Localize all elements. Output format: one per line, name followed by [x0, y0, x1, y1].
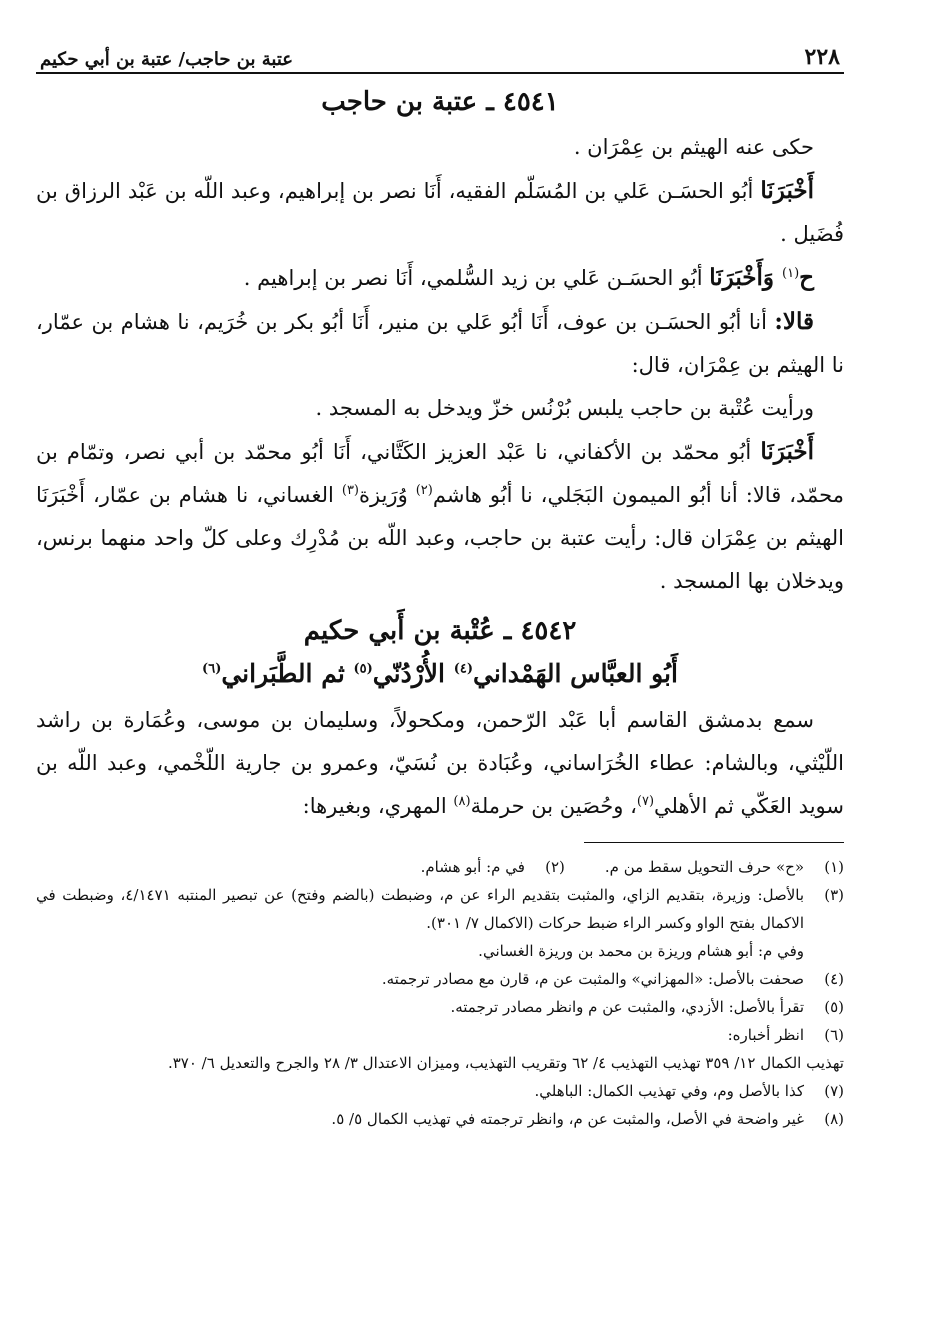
keyword: قالا: — [774, 308, 814, 336]
text: وُرَيزة — [359, 483, 416, 508]
footnote — [36, 937, 844, 965]
keyword: أَخْبَرَنَا — [760, 438, 814, 466]
page-number: ٢٢٨ — [804, 44, 840, 70]
footnote-number: (٣) — [824, 885, 844, 904]
footnote-ref: (٢) — [415, 483, 433, 499]
footnote — [36, 993, 844, 1021]
text: الأُرْدُنّي — [372, 658, 454, 688]
footnote-text: وفي م: أبو هشام وريزة بن محمد بن وريزة الغساني. — [478, 941, 804, 960]
footnote — [36, 881, 844, 937]
footnote-ref: (٨) — [453, 793, 471, 809]
footnote-separator — [584, 842, 844, 843]
footnote-text: كذا بالأصل وم، وفي تهذيب الكمال: الباهلي. — [534, 1081, 804, 1100]
footnote-text: «ح» حرف التحويل سقط من م. — [604, 857, 804, 876]
footnote-ref: (٦) — [202, 661, 222, 677]
text: ورأيت عُتْبة بن حاجب يلبس بُرْنُس خزّ ويدخل به المسجد . — [315, 396, 814, 421]
paragraph — [36, 699, 844, 828]
footnote-text: تهذيب الكمال ١٢/ ٣٥٩ تهذيب التهذيب ٤/ ٦٢ وتقريب التهذيب، وميزان الاعتدال ٣/ ٢٨ والجرح والتعديل ٦/ ٣٧٠. — [167, 1053, 844, 1072]
footnote — [36, 1021, 844, 1049]
footnote-number: (٤) — [824, 969, 844, 988]
footnote-number: (٧) — [824, 1081, 844, 1100]
text: أنا أبُو الحسَـن بن عوف، أَنَا أبُو عَلي بن منير، أَنَا أبُو بكر بن خُرَيم، نا هشام بن عمّار، نا الهيثم بن عِمْرَان، قال: — [36, 310, 844, 378]
entry-title: ٤٥٤١ ـ عتبة بن حاجب — [321, 87, 559, 117]
footnote-ref: (١) — [782, 266, 800, 282]
footnote-text: انظر أخباره: — [727, 1025, 804, 1044]
header-rule — [36, 72, 844, 74]
footnote-number: (٢) — [545, 857, 565, 876]
footnote-text: صحفت بالأصل: «المهزاني» والمثبت عن م، قارن مع مصادر ترجمته. — [381, 969, 804, 988]
footnote-ref: (٥) — [353, 661, 373, 677]
running-title: عتبة بن حاجب/ عتبة بن أبي حكيم — [40, 49, 294, 70]
footnote — [36, 1049, 844, 1077]
tahwil-mark: ح — [799, 264, 814, 292]
footnote-text: غير واضحة في الأصل، والمثبت عن م، وانظر ترجمته في تهذيب الكمال ٥/ ٥. — [331, 1109, 804, 1128]
book-page — [36, 30, 844, 1330]
footnote-ref: (٣) — [341, 483, 359, 499]
page-header — [36, 30, 844, 70]
text: الغساني، نا هشام بن عمّار، أَخْبَرَنَا الهيثم بن عِمْرَان قال: رأيت عتبة بن حاجب، وعبد اللّه بن مُدْرِك وعلى كلّ واحد منهما برنس، ويدخلان بها المسجد . — [36, 483, 844, 594]
footnote-text: تقرأ بالأصل: الأزدي، والمثبت عن م وانظر مصادر ترجمته. — [450, 997, 804, 1016]
footnote-number: (١) — [824, 857, 844, 876]
entry-subtitle — [36, 656, 844, 691]
footnote — [421, 853, 565, 881]
text: المهري، وبغيرها: — [302, 793, 454, 818]
footnote-ref: (٤) — [453, 661, 474, 677]
footnote-text: بالأصل: وزيرة، بتقديم الزاي، والمثبت بتقديم الراء عن م، وضبطت (بالضم وفتح) عن تبصير المنتبه ٤/١٤٧١، وضبطت في الاكمال بفتح الواو وكسر الراء ضبط حركات (الاكمال ٧/ ٣٠١). — [36, 885, 804, 932]
footnote-number: (٨) — [824, 1109, 844, 1128]
paragraph — [36, 169, 844, 256]
keyword: أَخْبَرَنَا — [760, 177, 814, 205]
keyword: وَأَخْبَرَنَا — [709, 264, 782, 292]
paragraph — [36, 300, 844, 387]
footnote-text: في م: أبو هشام. — [420, 857, 525, 876]
paragraph — [36, 430, 844, 603]
footnote-number — [804, 937, 844, 965]
footnote-number: (٥) — [824, 997, 844, 1016]
text: سمع بدمشق القاسم أبا عَبْد الرّحمن، ومكحولاً، وسليمان بن موسى، وعُمَارة بن راشد اللّيْثي، وبالشام: عطاء الخُرَاساني، وعُبَادة بن نُسَيّ، وعمرو بن جارية اللّخْمي، وعبد اللّه بن سويد العَكّي ثم الأهلي — [36, 707, 844, 818]
footnote — [36, 1105, 844, 1133]
footnote — [36, 965, 844, 993]
text: أبُو الحسَـن عَلي بن المُسَلّم الفقيه، أَنَا نصر بن إبراهيم، وعبد اللّه بن عَبْد الرزاق بن فُضَيل . — [36, 179, 844, 247]
footnote — [36, 1077, 844, 1105]
text: ثم الطَّبَراني — [221, 658, 354, 688]
paragraph — [36, 256, 844, 300]
footnote-row — [36, 853, 844, 881]
paragraph — [36, 126, 844, 169]
paragraph — [36, 387, 844, 430]
footnote — [605, 853, 844, 881]
text: أبُو محمّد بن الأكفاني، نا عَبْد العزيز الكَتَّاني، أَنَا أبُو محمّد بن أبي نصر، وتمّام بن محمّد، قالا: أنا أبُو الميمون البَجَلي، نا أبُو هاشم — [36, 440, 844, 508]
footnote-number: (٦) — [824, 1025, 844, 1044]
text: ، وحُصَين بن حرملة — [470, 793, 637, 818]
text: أبُو الحسَـن عَلي بن زيد السُّلمي، أَنَا نصر بن إبراهيم . — [243, 266, 710, 291]
footnote-ref: (٧) — [636, 793, 655, 809]
entry-title: ٤٥٤٢ ـ عُتْبة بن أَبي حكيم — [303, 616, 577, 647]
text: حكى عنه الهيثم بن عِمْرَان . — [573, 135, 814, 160]
text: أَبُو العبَّاس الهَمْداني — [473, 658, 678, 688]
